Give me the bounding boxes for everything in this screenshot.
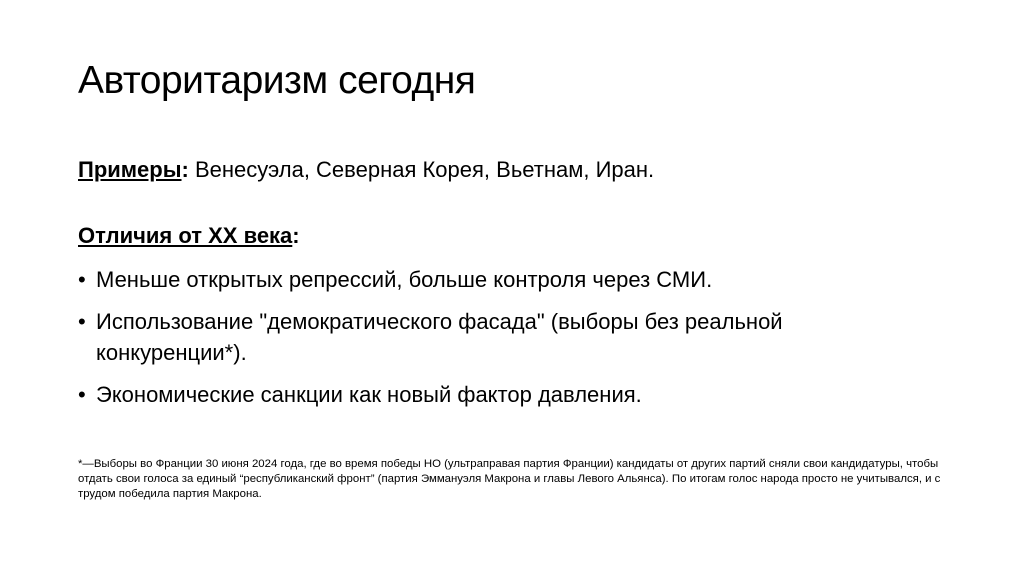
bullet-text: Экономические санкции как новый фактор давления.	[96, 382, 642, 407]
differences-list	[78, 264, 958, 421]
slide-title: Авторитаризм сегодня	[78, 59, 476, 102]
list-item	[78, 379, 958, 410]
bullet-icon: •	[78, 309, 86, 334]
list-item	[78, 306, 958, 368]
examples-colon: :	[181, 157, 189, 182]
examples-line	[78, 155, 654, 185]
examples-text: Венесуэла, Северная Корея, Вьетнам, Иран.	[188, 157, 655, 182]
differences-heading: Отличия от XX века	[78, 223, 293, 248]
bullet-text: Использование "демократического фасада" (выборы без реальной конкуренции*).	[96, 309, 783, 365]
examples-label: Примеры	[78, 157, 182, 182]
bullet-icon: •	[78, 267, 86, 292]
differences-heading-line	[78, 221, 300, 251]
bullet-icon: •	[78, 382, 86, 407]
list-item	[78, 264, 958, 295]
bullet-text: Меньше открытых репрессий, больше контроля через СМИ.	[96, 267, 713, 292]
differences-colon: :	[292, 223, 300, 248]
footnote: *—Выборы во Франции 30 июня 2024 года, где во время победы НО (ультраправая партия Франции) кандидаты от других партий сняли свои кандидатуры, чтобы отдать свои голоса за единый “республиканский фронт” (партия Эммануэля Макрона и главы Левого Альянса). По итогам голос народа просто не учитывался, и с трудом победила партия Макрона.	[78, 458, 941, 500]
